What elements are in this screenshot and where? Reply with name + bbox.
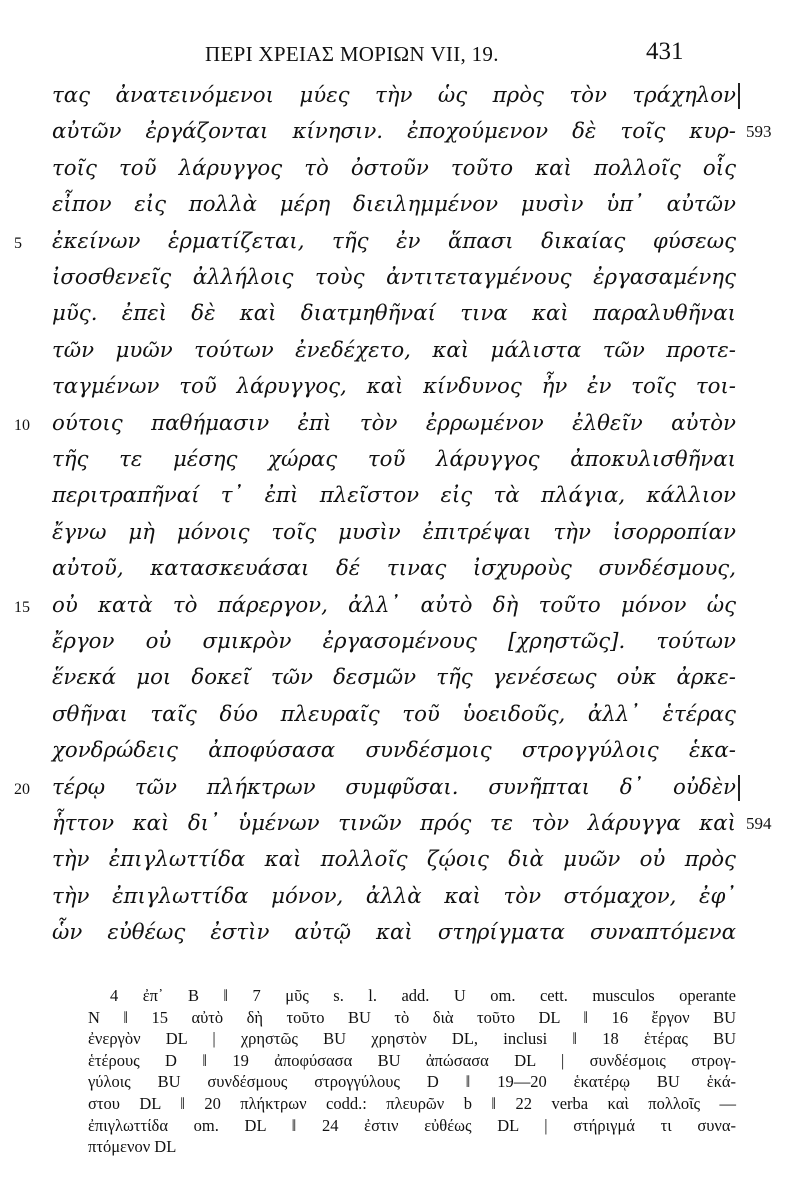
text-line — [0, 842, 800, 878]
line-text: χονδρώδεις ἀποφύσασα συνδέσμοις στρογγύλοις ἑκα- — [52, 738, 736, 764]
text-line — [0, 260, 800, 296]
line-text: ούτοις παθήμασιν ἐπὶ τὸν ἐρρωμένον ἐλθεῖν αὐτὸν — [52, 410, 736, 436]
line-text: τοῖς τοῦ λάρυγγος τὸ ὀστοῦν τοῦτο καὶ πολλοῖς οἷς — [52, 155, 736, 181]
page-break-marker — [738, 83, 740, 109]
text-line — [0, 187, 800, 223]
apparatus-line: ἐπιγλωττίδα om. DL ‖ 24 ἐστιν εὐθέως DL | στήριγμά τι συνα- — [88, 1115, 736, 1135]
apparatus-line: ἑτέρους D ‖ 19 ἀποφύσασα BU ἀπώσασα DL | συνδέσμοις στρογ- — [88, 1050, 736, 1070]
line-number: 20 — [14, 780, 30, 798]
line-text: ἕνεκά μοι δοκεῖ τῶν δεσμῶν τῆς γενέσεως οὐκ ἀρκε- — [52, 665, 736, 691]
text-line — [0, 442, 800, 478]
margin-page-reference: 594 — [746, 814, 772, 833]
line-text: τὴν ἐπιγλωττίδα καὶ πολλοῖς ζῴοις διὰ μυῶν οὐ πρὸς — [52, 847, 736, 873]
line-text: τῶν μυῶν τούτων ἐνεδέχετο, καὶ μάλιστα τῶν προτε- — [52, 337, 736, 363]
text-line — [0, 733, 800, 769]
text-line — [0, 369, 800, 405]
apparatus-line: N ‖ 15 αὐτὸ δὴ τοῦτο BU τὸ διὰ τοῦτο DL ‖ 16 ἔργον BU — [88, 1007, 736, 1027]
text-line — [0, 78, 800, 114]
margin-page-reference: 593 — [746, 122, 772, 142]
text-line — [0, 333, 800, 369]
text-line — [0, 515, 800, 551]
apparatus-line: ἐνεργὸν DL | χρηστῶς BU χρηστὸν DL, inclusi ‖ 18 ἑτέρας BU — [88, 1029, 736, 1049]
page-header — [0, 34, 800, 74]
text-line — [0, 406, 800, 442]
text-line — [0, 660, 800, 696]
text-line — [0, 224, 800, 260]
line-text: ταγμένων τοῦ λάρυγγος, καὶ κίνδυνος ἦν ἐν τοῖς τοι- — [52, 374, 736, 400]
apparatus-line: 4 ἐπ᾽ B ‖ 7 μῦς s. l. add. U om. cett. musculos operante — [110, 986, 736, 1005]
apparatus-line: στου DL ‖ 20 πλήκτρων codd.: πλευρῶν b ‖ 22 verba καὶ πολλοῖς — — [88, 1093, 736, 1113]
line-text: ἐκείνων ἑρματίζεται, τῆς ἐν ἅπασι δικαίας φύσεως — [52, 228, 736, 254]
line-text: ὧν εὐθέως ἐστὶν αὐτῷ καὶ στηρίγματα συναπτόμενα — [52, 920, 736, 946]
line-text: ἧττον καὶ δι᾽ ὑμένων τινῶν πρός τε τὸν λάρυγγα καὶ — [52, 811, 736, 836]
line-text: τὴν ἐπιγλωττίδα μόνον, ἀλλὰ καὶ τὸν στόμαχον, ἐφ᾽ — [52, 883, 736, 909]
line-text: ἰσοσθενεῖς ἀλλήλοις τοὺς ἀντιτεταγμένους ἐργασαμένης — [52, 265, 736, 290]
line-text: εἶπον εἰς πολλὰ μέρη διειλημμένον μυσὶν ὑπ᾽ αὐτῶν — [52, 192, 736, 218]
line-text: περιτραπῆναί τ᾽ ἐπὶ πλεῖστον εἰς τὰ πλάγια, κάλλιον — [52, 483, 736, 509]
apparatus-line: πτόμενον DL — [88, 1137, 177, 1157]
line-text: σθῆναι ταῖς δύο πλευραῖς τοῦ ὑοειδοῦς, ἀλλ᾽ ἑτέρας — [52, 701, 736, 727]
critical-apparatus — [88, 985, 736, 1158]
text-line — [0, 806, 800, 842]
text-line — [0, 588, 800, 624]
line-text: τῆς τε μέσης χώρας τοῦ λάρυγγος ἀποκυλισθῆναι — [52, 447, 736, 472]
line-text: αὐτοῦ, κατασκευάσαι δέ τινας ἰσχυροὺς συνδέσμους, — [52, 556, 736, 582]
running-head: ΠΕΡΙ ΧΡΕΙΑΣ ΜΟΡΙΩΝ VII, 19. — [205, 42, 499, 66]
line-text: αὐτῶν ἐργάζονται κίνησιν. ἐποχούμενον δὲ τοῖς κυρ- — [52, 119, 736, 145]
text-line — [0, 697, 800, 733]
line-text: ἔγνω μὴ μόνοις τοῖς μυσὶν ἐπιτρέψαι τὴν ἰσορροπίαν — [52, 519, 736, 545]
text-line — [0, 478, 800, 514]
line-text: ἔργον οὐ σμικρὸν ἐργασομένους [χρηστῶς]. τούτων — [52, 629, 736, 654]
line-text: τέρῳ τῶν πλήκτρων συμφῦσαι. συνῆπται δ᾽ οὐδὲν — [52, 774, 736, 800]
text-line — [0, 770, 800, 806]
line-text: οὐ κατὰ τὸ πάρεργον, ἀλλ᾽ αὐτὸ δὴ τοῦτο μόνον ὡς — [52, 592, 736, 618]
line-text: μῦς. ἐπεὶ δὲ καὶ διατμηθῆναί τινα καὶ παραλυθῆναι — [52, 301, 736, 327]
text-line — [0, 151, 800, 187]
line-number: 10 — [14, 416, 30, 434]
line-number: 15 — [14, 598, 30, 616]
text-line — [0, 296, 800, 332]
text-line — [0, 624, 800, 660]
text-line — [0, 879, 800, 915]
text-line — [0, 114, 800, 150]
line-number: 5 — [14, 234, 22, 252]
text-line — [0, 551, 800, 587]
apparatus-line: γύλοις BU συνδέσμους στρογγύλους D ‖ 19—20 ἑκατέρῳ BU ἑκά- — [88, 1072, 736, 1092]
text-line — [0, 915, 800, 951]
page-number: 431 — [646, 38, 684, 65]
page-break-marker — [738, 775, 740, 801]
line-text: τας ἀνατεινόμενοι μύες τὴν ὡς πρὸς τὸν τράχηλον — [52, 83, 736, 108]
